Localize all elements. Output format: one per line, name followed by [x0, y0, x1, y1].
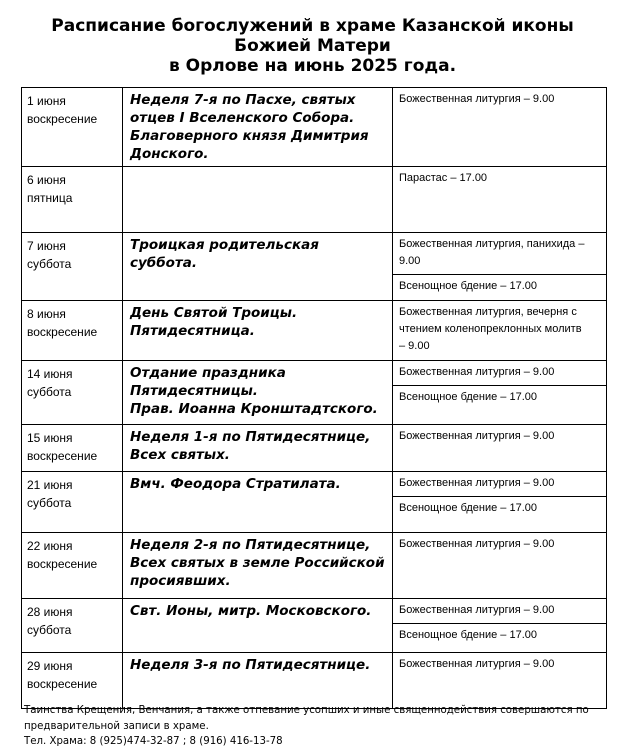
- table-row: [22, 88, 607, 167]
- footer-phones: Тел. Храма: 8 (925)474-32-87 ; 8 (916) 416-13-78: [24, 736, 283, 747]
- feast-line: День Святой Троицы.: [130, 305, 298, 321]
- feast-cell: [123, 472, 393, 533]
- feast-line: Отдание праздника: [130, 365, 286, 381]
- service-item: Всенощное бдение – 17.00: [393, 496, 606, 521]
- feast-cell: [123, 167, 393, 233]
- services-cell: [393, 301, 607, 361]
- feast-cell: [123, 301, 393, 361]
- feast-cell: [123, 233, 393, 301]
- service-item: Всенощное бдение – 17.00: [393, 623, 606, 648]
- table-row: [22, 425, 607, 472]
- weekday-text: воскресение: [27, 325, 98, 339]
- feast-line: суббота.: [130, 255, 197, 271]
- feast-line: Пятидесятница.: [130, 323, 255, 339]
- feast-cell: [123, 533, 393, 599]
- services-cell: [393, 88, 607, 167]
- table-row: [22, 361, 607, 425]
- services-cell: [393, 599, 607, 653]
- service-item: Божественная литургия – 9.00: [399, 477, 555, 489]
- feast-line: Пятидесятницы.: [130, 383, 258, 399]
- feast-line: Всех святых в земле Российской: [130, 555, 385, 571]
- feast-line: Всех святых.: [130, 447, 230, 463]
- date-cell: [22, 425, 123, 472]
- feast-line: Благоверного князя Димитрия: [130, 128, 369, 144]
- feast-line: Донского.: [130, 146, 209, 162]
- feast-line: Прав. Иоанна Кронштадтского.: [130, 401, 378, 417]
- date-cell: [22, 233, 123, 301]
- service-item: Божественная литургия, вечерня с чтением коленопреклонных молитв – 9.00: [399, 306, 582, 352]
- table-row: [22, 533, 607, 599]
- date-text: 22 июня: [27, 539, 73, 553]
- date-cell: [22, 88, 123, 167]
- service-item: Божественная литургия – 9.00: [399, 604, 555, 616]
- title-line-2: Божией Матери: [234, 36, 391, 56]
- service-item: Божественная литургия – 9.00: [399, 93, 555, 105]
- weekday-text: воскресение: [27, 449, 98, 463]
- table-row: [22, 233, 607, 301]
- services-cell: [393, 233, 607, 301]
- date-cell: [22, 533, 123, 599]
- weekday-text: суббота: [27, 623, 72, 637]
- date-cell: [22, 167, 123, 233]
- date-text: 29 июня: [27, 659, 73, 673]
- page-title: [0, 16, 625, 76]
- service-item: Всенощное бдение – 17.00: [393, 274, 606, 299]
- service-item: Всенощное бдение – 17.00: [393, 385, 606, 410]
- feast-line: Неделя 1-я по Пятидесятнице,: [130, 429, 371, 445]
- weekday-text: воскресение: [27, 557, 98, 571]
- feast-cell: [123, 88, 393, 167]
- date-text: 21 июня: [27, 478, 73, 492]
- table-row: [22, 301, 607, 361]
- service-item: Божественная литургия, панихида – 9.00: [399, 238, 585, 267]
- feast-line: Свт. Ионы, митр. Московского.: [130, 603, 372, 619]
- service-item: Божественная литургия – 9.00: [399, 658, 555, 670]
- date-cell: [22, 653, 123, 709]
- feast-cell: [123, 599, 393, 653]
- date-text: 28 июня: [27, 605, 73, 619]
- date-text: 7 июня: [27, 239, 66, 253]
- table-row: [22, 599, 607, 653]
- feast-cell: [123, 361, 393, 425]
- date-text: 1 июня: [27, 94, 66, 108]
- services-cell: [393, 472, 607, 533]
- schedule-table: [21, 87, 607, 709]
- feast-cell: [123, 425, 393, 472]
- title-line-3: в Орлове на июнь 2025 года.: [168, 56, 457, 76]
- weekday-text: пятница: [27, 191, 73, 205]
- title-line-1: Расписание богослужений в храме Казанской иконы: [51, 16, 574, 36]
- feast-line: Троицкая родительская: [130, 237, 319, 253]
- service-item: Божественная литургия – 9.00: [399, 430, 555, 442]
- table-row: [22, 167, 607, 233]
- weekday-text: воскресение: [27, 677, 98, 691]
- weekday-text: суббота: [27, 257, 72, 271]
- date-text: 15 июня: [27, 431, 73, 445]
- service-item: Парастас – 17.00: [399, 172, 488, 184]
- weekday-text: суббота: [27, 496, 72, 510]
- date-cell: [22, 361, 123, 425]
- feast-cell: [123, 653, 393, 709]
- weekday-text: суббота: [27, 385, 72, 399]
- service-item: Божественная литургия – 9.00: [399, 366, 555, 378]
- services-cell: [393, 533, 607, 599]
- date-cell: [22, 301, 123, 361]
- date-text: 8 июня: [27, 307, 66, 321]
- footer: [24, 703, 614, 750]
- footer-note: Таинства Крещения, Венчания, а также отпевание усопших и иные священнодействия совершаются по предварительной записи в храме.: [24, 705, 589, 732]
- feast-line: отцев I Вселенского Собора.: [130, 110, 355, 126]
- date-cell: [22, 599, 123, 653]
- date-cell: [22, 472, 123, 533]
- services-cell: [393, 425, 607, 472]
- table-row: [22, 472, 607, 533]
- date-text: 14 июня: [27, 367, 73, 381]
- feast-line: Вмч. Феодора Стратилата.: [130, 476, 341, 492]
- feast-line: Неделя 2-я по Пятидесятнице,: [130, 537, 371, 553]
- feast-line: просиявших.: [130, 573, 231, 589]
- feast-line: Неделя 3-я по Пятидесятнице.: [130, 657, 371, 673]
- feast-line: Неделя 7-я по Пасхе, святых: [130, 92, 356, 108]
- weekday-text: воскресение: [27, 112, 98, 126]
- services-cell: [393, 361, 607, 425]
- table-row: [22, 653, 607, 709]
- service-item: Божественная литургия – 9.00: [399, 538, 555, 550]
- services-cell: [393, 167, 607, 233]
- services-cell: [393, 653, 607, 709]
- date-text: 6 июня: [27, 173, 66, 187]
